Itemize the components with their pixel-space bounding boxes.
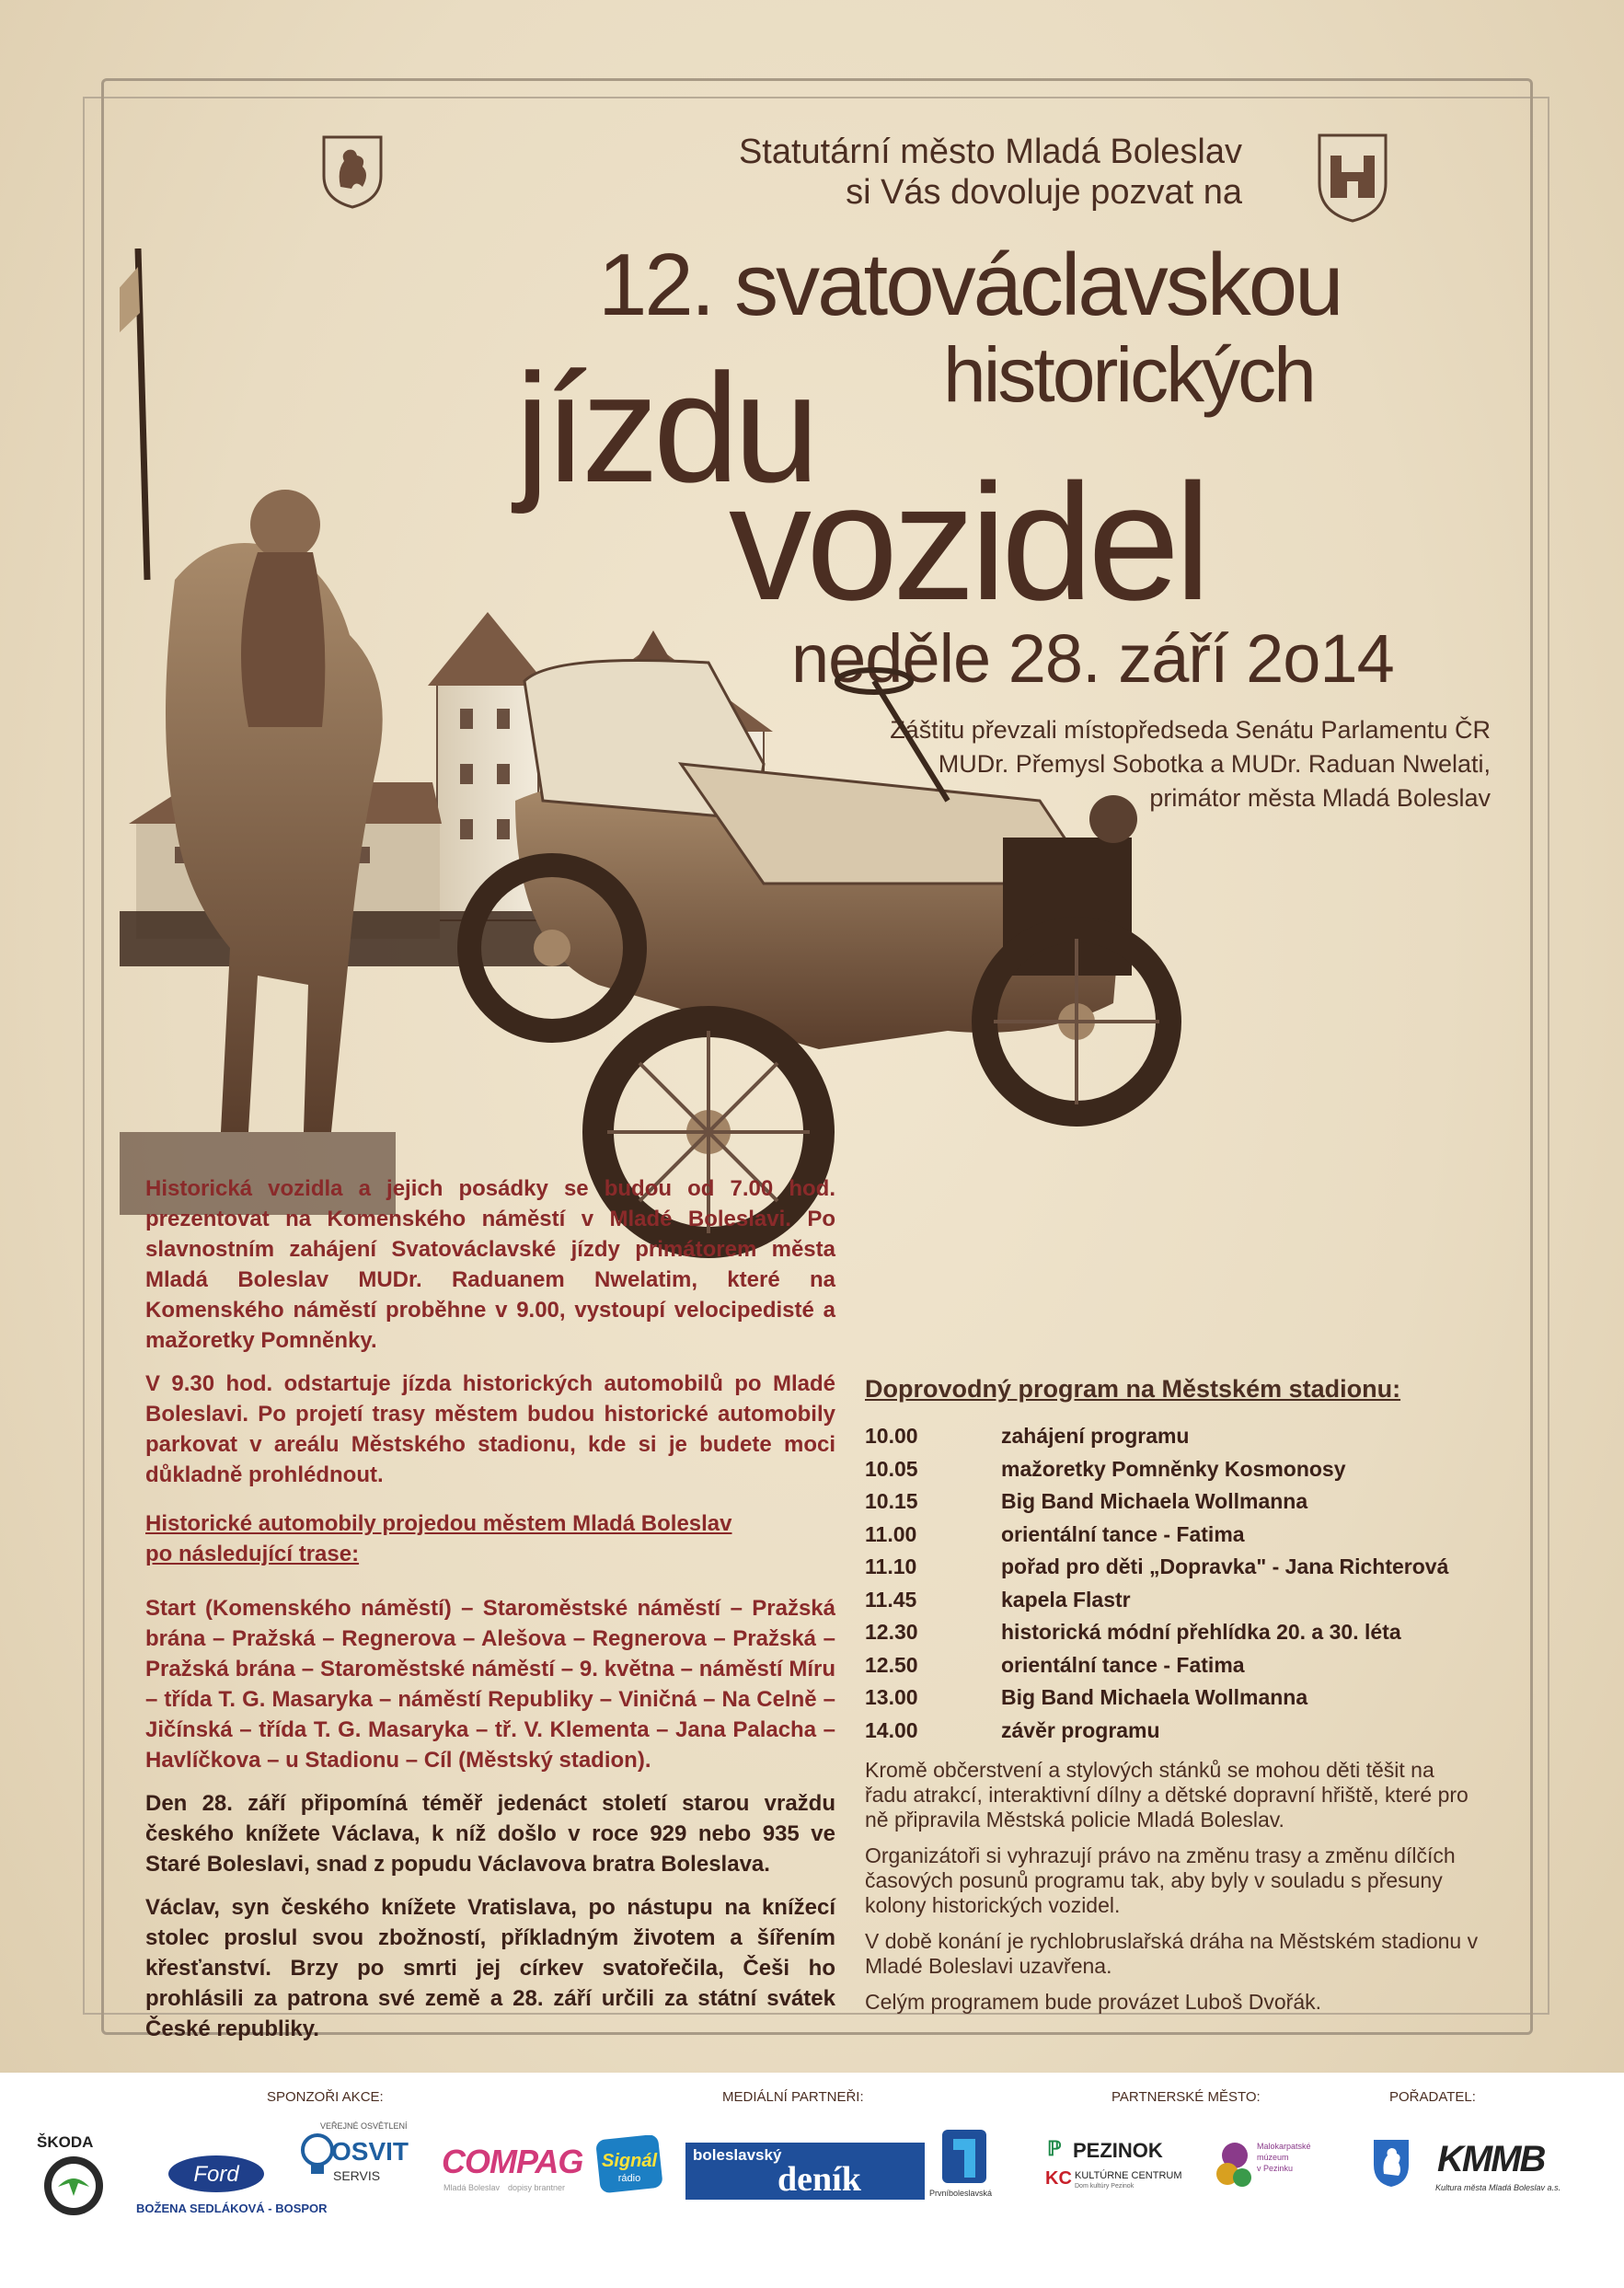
program-event: závěr programu [1001, 1717, 1160, 1742]
program-row [865, 1616, 1491, 1649]
osvit-top-text: VEŘEJNÉ OSVĚTLENÍ [320, 2121, 408, 2131]
program-row [865, 1551, 1491, 1584]
kmmb-sub-text: Kultura města Mladá Boleslav a.s. [1435, 2183, 1561, 2192]
history-paragraph-2: Václav, syn českého knížete Vratislava, po nástupu na knížecí stolec proslul svou zbožností, příkladným životem a šířením křesťanství. Brzy po smrti jej církev svatořečila, Češi ho prohlásili za patrona své země a 28. září určili za státní svátek České republiky. [145, 1895, 835, 2041]
sepia-illustration [120, 248, 1500, 1335]
program-time: 13.00 [865, 1685, 918, 1709]
title-word-vozidel: vozidel [729, 450, 1206, 635]
compag-logo-text: COMPAG [442, 2143, 583, 2180]
program-time: 10.05 [865, 1456, 918, 1481]
partner-city-label: PARTNERSKÉ MĚSTO: [1111, 2089, 1261, 2105]
ford-dealer-text: BOŽENA SEDLÁKOVÁ - BOSPOR [136, 2201, 328, 2215]
program-event: orientální tance - Fatima [1001, 1521, 1245, 1546]
title-line-1: 12. svatováclavskou [598, 236, 1342, 334]
program-row [865, 1519, 1491, 1552]
program-row [865, 1420, 1491, 1453]
signal-logo-text: Signál [601, 2151, 658, 2171]
prvni-boleslavska-logo-icon [939, 2126, 990, 2187]
program-event: kapela Flastr [1001, 1587, 1131, 1612]
denik-logo-text: deník [777, 2160, 861, 2199]
compag-sub-text-2: dopisy brantner [508, 2183, 566, 2192]
route-heading: Historické automobily projedou městem Mladá Boleslav po následující trase: [145, 1511, 732, 1566]
left-column-text [145, 1173, 835, 2057]
program-time: 10.15 [865, 1489, 918, 1513]
bulb-icon [299, 2133, 336, 2179]
program-time: 11.45 [865, 1587, 917, 1612]
osvit-sub-text: SERVIS [333, 2168, 381, 2183]
event-date: neděle 28. září 2o14 [791, 620, 1394, 697]
signal-sub-text: rádio [617, 2173, 641, 2184]
patronage-text: Záštitu převzali místopředseda Senátu Parlamentu ČR MUDr. Přemysl Sobotka a MUDr. Raduan Nwelati, primátor města Mladá Boleslav [890, 716, 1491, 812]
kc-sub-text: Dom kultúry Pezinok [1075, 2183, 1134, 2190]
program-event: pořad pro děti „Dopravka" - Jana Richterová [1001, 1554, 1449, 1578]
program-row [865, 1681, 1491, 1715]
st-wenceslas-statue-image [120, 248, 396, 1215]
coat-of-arms-lion-icon [320, 133, 385, 209]
program-event: Big Band Michaela Wollmanna [1001, 1489, 1308, 1513]
note-changes: Organizátoři si vyhrazují právo na změnu trasy a změnu dílčích časových posunů programu tak, aby byly v souladu s přesuny kolony historických vozidel. [865, 1843, 1456, 1917]
skoda-logo-text: ŠKODA [37, 2133, 94, 2151]
note-children: Kromě občerstvení a stylových stánků se mohou děti těšit na řadu atrakcí, interaktivní dílny a dětské dopravní hřiště, které pro ně připravila Městská policie Mladá Boleslav. [865, 1758, 1469, 1832]
signal-radio-logo-icon [596, 2135, 662, 2194]
program-event: zahájení programu [1001, 1424, 1190, 1448]
program-time: 10.00 [865, 1424, 918, 1448]
osvit-logo-text: OSVIT [331, 2137, 409, 2166]
start-paragraph: V 9.30 hod. odstartuje jízda historických automobilů po Mladé Boleslavi. Po projetí trasy městem budou historické automobily parkovat v areálu Městského stadionu, kde si je budete moci důkladně prohlédnout. [145, 1371, 835, 1487]
museum-text: Malokarpatské múzeum v Pezinku [1257, 2142, 1311, 2173]
denik-logo [685, 2143, 925, 2200]
program-time: 11.00 [865, 1521, 917, 1546]
route-paragraph: Start (Komenského náměstí) – Staroměstské náměstí – Pražská brána – Pražská – Regnerova – Alešova – Regnerova – Pražská – Pražská brána – Staroměstské náměstí – 9. května – náměstí Míru – třída T. G. Masaryka – náměstí Republiky – Viničná – Na Celně – Jičínská – třída T. G. Masaryka – tř. V. Klementa – Jana Palacha – Havlíčkova – u Stadionu – Cíl (Městský stadion). [145, 1596, 835, 1773]
program-event: orientální tance - Fatima [1001, 1652, 1245, 1677]
inviter-text: Statutární město Mladá Boleslav si Vás dovoluje pozvat na [738, 133, 1242, 212]
program-row [865, 1649, 1491, 1682]
history-paragraph-1: Den 28. září připomíná téměř jedenáct století starou vraždu českého knížete Václava, k níž došlo v roce 929 nebo 935 ve Staré Boleslavi, snad z popudu Václavova bratra Boleslava. [145, 1791, 835, 1877]
pezinok-logo-text: PEZINOK [1073, 2139, 1163, 2162]
sponsors-label: SPONZOŘI AKCE: [267, 2089, 384, 2105]
program-event: historická módní přehlídka 20. a 30. léta [1001, 1620, 1401, 1644]
kmmb-logo-text: KMMB [1437, 2139, 1545, 2179]
program-row [865, 1715, 1491, 1748]
vintage-car-image [469, 661, 1169, 1243]
intro-paragraph: Historická vozidla a jejich posádky se budou od 7.00 hod. prezentovat na Komenského náměstí v Mladé Boleslavi. Po slavnostním zahájení Svatováclavské jízdy primátorem města Mladá Boleslav MUDr. Raduanem Nwelatim, které na Komenského náměstí proběhne v 9.00, vystoupí velocipedisté a mažoretky Pomněnky. [145, 1176, 835, 1353]
kc-icon: KC [1045, 2168, 1072, 2189]
ford-logo-text: Ford [193, 2162, 239, 2187]
program-title: Doprovodný program na Městském stadionu: [865, 1375, 1401, 1403]
program-notes [865, 1758, 1481, 2026]
prvni-text: Prvníboleslavská [929, 2189, 993, 2198]
pezinok-icon: ℙ [1047, 2137, 1062, 2160]
program-row [865, 1485, 1491, 1519]
program-row [865, 1584, 1491, 1617]
kc-text: KULTÚRNE CENTRUM [1075, 2170, 1182, 2181]
compag-sub-text-1: Mladá Boleslav [443, 2183, 501, 2192]
coat-of-arms-castle-icon [1316, 132, 1389, 224]
ford-logo-icon [166, 2154, 267, 2194]
program-time: 12.50 [865, 1652, 918, 1677]
note-host: Celým programem bude provázet Luboš Dvořák. [865, 1990, 1322, 2014]
note-skating: V době konání je rychlobruslařská dráha na Městském stadionu v Mladé Boleslavi uzavřena. [865, 1929, 1479, 1978]
program-event: Big Band Michaela Wollmanna [1001, 1685, 1308, 1709]
program-time: 14.00 [865, 1717, 918, 1742]
program-time: 11.10 [865, 1554, 917, 1578]
denik-top-text: boleslavský [693, 2146, 782, 2164]
skoda-logo-icon [41, 2154, 106, 2218]
museum-logo-icon [1215, 2137, 1255, 2192]
media-partners-label: MEDIÁLNÍ PARTNEŘI: [722, 2089, 864, 2105]
title-word-jizdu: jízdu [515, 341, 814, 514]
program-event: mažoretky Pomněnky Kosmonosy [1001, 1456, 1346, 1481]
program-list [865, 1420, 1491, 1747]
program-row [865, 1453, 1491, 1486]
title-word-historickych: historických [943, 331, 1314, 418]
program-section [865, 1375, 1491, 1747]
program-time: 12.30 [865, 1620, 918, 1644]
mlada-boleslav-shield-icon [1371, 2137, 1411, 2189]
organizer-label: POŘADATEL: [1389, 2089, 1476, 2105]
